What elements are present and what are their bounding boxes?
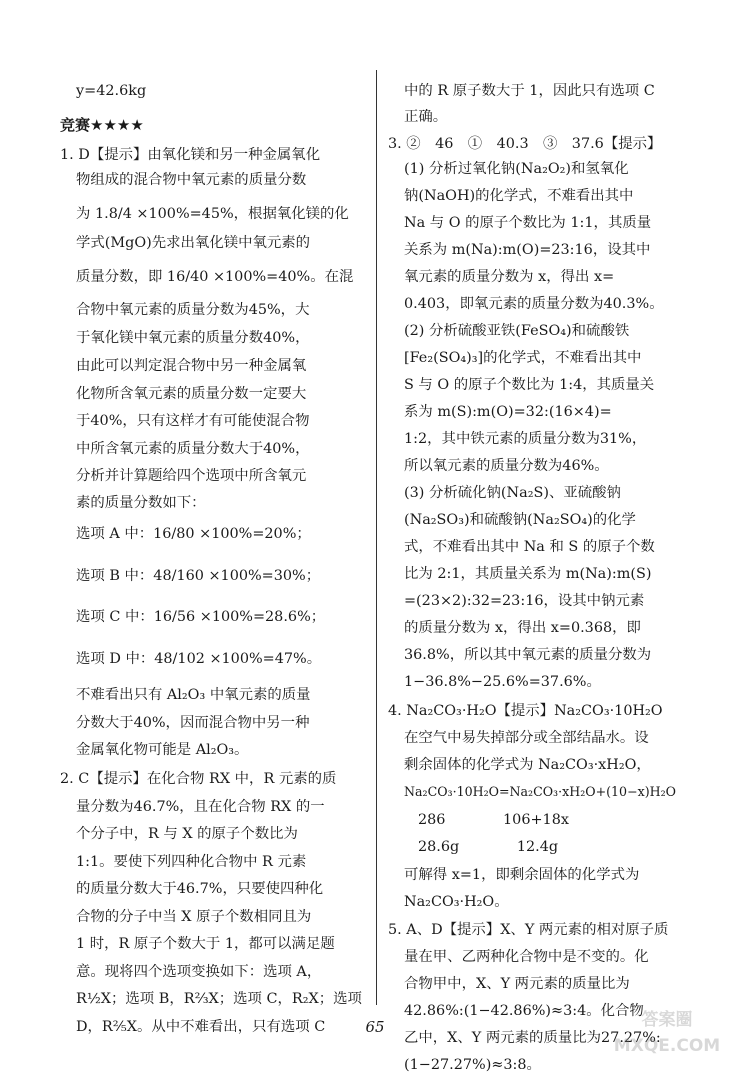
text-line: 分析并计算题给四个选项中所含氧元: [76, 468, 307, 484]
text-line: 钠(NaOH)的化学式，不难看出其中: [404, 188, 634, 204]
text-line: 质量分数，即 16/40 ×100%=40%。在混: [76, 269, 354, 285]
text-line: (3) 分析硫化钠(Na₂S)、亚硫酸钠: [404, 485, 621, 501]
text-line: 的质量分数为 x，得出 x=0.368，即: [404, 620, 641, 636]
text-line: 乙中，X、Y 两元素的质量比为27.27%:: [404, 1030, 661, 1046]
text-line: 式，不难看出其中 Na 和 S 的原子个数: [404, 539, 655, 555]
text-line: 1:2，其中铁元素的质量分数为31%，: [404, 431, 647, 447]
watermark-line2: MXQE.COM: [613, 1036, 721, 1056]
text-line: y=42.6kg: [76, 83, 147, 99]
text-line: 中的 R 原子数大于 1，因此只有选项 C: [404, 83, 655, 99]
text-line: 1. D【提示】由氧化镁和另一种金属氧化: [60, 147, 321, 163]
text-line: 286 106+18x: [418, 812, 569, 828]
page-number: 65: [365, 1018, 385, 1036]
text-line: 0.403，即氧元素的质量分数为40.3%。: [404, 296, 664, 312]
text-line: 可解得 x=1，即剩余固体的化学式为: [404, 867, 640, 883]
text-line: =(23×2):32=23:16，设其中钠元素: [404, 593, 645, 609]
text-line: (1) 分析过氧化钠(Na₂O₂)和氢氧化: [404, 161, 629, 177]
text-line: D，R⅖X。从中不难看出，只有选项 C: [76, 1019, 326, 1035]
text-line: 4. Na₂CO₃·H₂O【提示】Na₂CO₃·10H₂O: [388, 703, 663, 719]
text-line: 比为 2:1，其质量关系为 m(Na):m(S): [404, 566, 652, 582]
text-line: S 与 O 的原子个数比为 1:4，其质量关: [404, 377, 655, 393]
text-line: 物组成的混合物中氧元素的质量分数: [76, 172, 307, 188]
text-line: 1 时，R 原子个数大于 1，都可以满足题: [76, 936, 335, 952]
text-line: R½X；选项 B，R⅔X；选项 C，R₂X；选项: [76, 991, 362, 1007]
text-line: 在空气中易失掉部分或全部结晶水。设: [404, 730, 649, 746]
text-line: 意。现将四个选项变换如下：选项 A，: [76, 964, 322, 980]
text-line: 合物甲中，X、Y 两元素的质量比为: [404, 976, 630, 992]
text-line: (2) 分析硫酸亚铁(FeSO₄)和硫酸铁: [404, 323, 630, 339]
text-line: 36.8%，所以其中氧元素的质量分数为: [404, 647, 652, 663]
text-line: 素的质量分数如下：: [76, 495, 206, 511]
text-line: 学式(MgO)先求出氧化镁中氧元素的: [76, 235, 311, 251]
text-line: 正确。: [404, 109, 448, 125]
text-line: 关系为 m(Na):m(O)=23:16，设其中: [404, 242, 651, 258]
watermark-line1: 答案圈: [641, 1010, 693, 1030]
text-line: (1−27.27%)≈3:8。: [404, 1057, 541, 1073]
text-line: 竞赛★★★★: [60, 116, 144, 134]
text-line: 合物的分子中当 X 原子个数相同且为: [76, 909, 312, 925]
text-line: 所以氧元素的质量分数为46%。: [404, 458, 609, 474]
text-line: 于40%，只有这样才有可能使混合物: [76, 413, 310, 429]
text-line: 选项 B 中：48/160 ×100%=30%；: [76, 568, 321, 584]
text-line: 个分子中，R 与 X 的原子个数比为: [76, 826, 298, 842]
text-line: Na₂CO₃·H₂O。: [404, 894, 509, 910]
text-line: 于氧化镁中氧元素的质量分数40%，: [76, 330, 310, 346]
text-line: 金属氧化物可能是 Al₂O₃。: [76, 742, 249, 758]
text-line: 选项 C 中：16/56 ×100%=28.6%；: [76, 609, 326, 625]
text-line: Na₂CO₃·10H₂O=Na₂CO₃·xH₂O+(10−x)H₂O: [404, 784, 676, 799]
text-line: (Na₂SO₃)和硫酸钠(Na₂SO₄)的化学: [404, 512, 636, 528]
text-line: 由此可以判定混合物中另一种金属氧: [76, 358, 307, 374]
text-line: 1−36.8%−25.6%=37.6%。: [404, 674, 601, 690]
text-line: 为 1.8/4 ×100%=45%，根据氧化镁的化: [76, 206, 349, 222]
text-line: 不难看出只有 Al₂O₃ 中氧元素的质量: [76, 687, 311, 703]
text-line: [Fe₂(SO₄)₃]的化学式，不难看出其中: [404, 350, 642, 366]
text-line: 3. ② 46 ① 40.3 ③ 37.6【提示】: [388, 136, 662, 152]
text-line: 选项 D 中：48/102 ×100%=47%。: [76, 651, 322, 667]
text-line: 中所含氧元素的质量分数大于40%，: [76, 441, 310, 457]
text-line: 2. C【提示】在化合物 RX 中，R 元素的质: [60, 771, 337, 787]
text-line: 合物中氧元素的质量分数为45%，大: [76, 302, 310, 318]
text-line: 氧元素的质量分数为 x，得出 x=: [404, 269, 615, 285]
text-line: 5. A、D【提示】X、Y 两元素的相对原子质: [388, 922, 669, 938]
text-line: 分数大于40%，因而混合物中另一种: [76, 715, 310, 731]
text-line: 28.6g 12.4g: [418, 839, 559, 855]
text-line: 选项 A 中：16/80 ×100%=20%；: [76, 526, 311, 542]
text-line: 1:1。要使下列四种化合物中 R 元素: [76, 854, 307, 870]
text-line: 42.86%:(1−42.86%)≈3:4。化合物: [404, 1003, 644, 1019]
text-line: 系为 m(S):m(O)=32:(16×4)=: [404, 404, 612, 420]
watermark-logo: [592, 999, 742, 1061]
text-line: Na 与 O 的原子个数比为 1:1，其质量: [404, 215, 652, 231]
text-line: 的质量分数大于46.7%，只要使四种化: [76, 881, 324, 897]
text-line: 量分数为46.7%，且在化合物 RX 的一: [76, 799, 325, 815]
text-line: 量在甲、乙两种化合物中是不变的。化: [404, 949, 649, 965]
column-divider: [376, 70, 377, 1005]
text-line: 化物所含氧元素的质量分数一定要大: [76, 386, 307, 402]
text-line: 剩余固体的化学式为 Na₂CO₃·xH₂O，: [404, 757, 651, 773]
